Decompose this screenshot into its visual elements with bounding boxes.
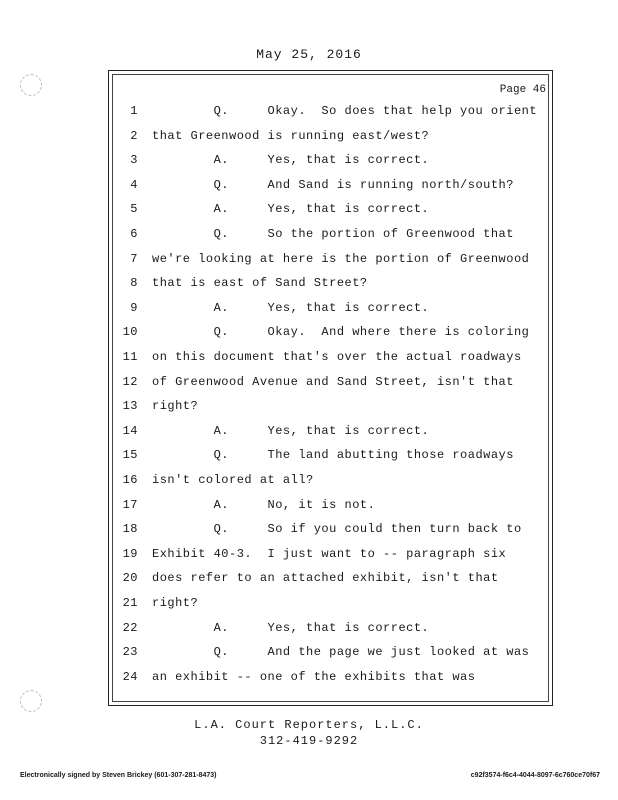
transcript-line (0, 129, 618, 151)
line-number: 24 (122, 669, 138, 684)
line-number: 1 (130, 104, 138, 118)
line-number: 19 (122, 546, 138, 561)
transcript-line (0, 325, 618, 347)
line-text: Q. The land abutting those roadways (152, 448, 514, 463)
transcript-line (0, 104, 618, 126)
transcript-line (0, 522, 618, 544)
line-number: 18 (122, 522, 138, 537)
line-text: does refer to an attached exhibit, isn't that (152, 571, 499, 586)
line-text: we're looking at here is the portion of Greenwood (152, 251, 530, 266)
transcript-line (0, 202, 618, 224)
line-text: right? (152, 399, 199, 414)
transcript-line (0, 571, 618, 593)
line-number: 8 (130, 276, 138, 291)
line-number: 13 (122, 399, 138, 414)
line-text: Q. So if you could then turn back to (152, 522, 522, 537)
punch-hole-bottom-icon (20, 690, 42, 712)
line-text: Q. Okay. And where there is coloring (152, 325, 530, 340)
line-number: 20 (122, 571, 138, 586)
transcript-line (0, 547, 618, 569)
transcript-line (0, 227, 618, 249)
transcript-line (0, 473, 618, 495)
line-text: that is east of Sand Street? (152, 276, 368, 291)
line-number: 15 (122, 448, 138, 463)
line-text: that Greenwood is running east/west? (152, 128, 430, 143)
line-text: A. No, it is not. (152, 497, 376, 512)
line-text: Q. And the page we just looked at was (152, 645, 530, 660)
line-number: 10 (122, 325, 138, 340)
line-text: on this document that's over the actual roadways (152, 350, 522, 364)
footer-phone: 312-419-9292 (259, 734, 359, 748)
line-text: A. Yes, that is correct. (152, 153, 430, 168)
line-text: isn't colored at all? (152, 473, 314, 487)
transcript-line (0, 645, 618, 667)
transcript-line (0, 424, 618, 446)
line-number: 4 (130, 177, 138, 192)
line-number: 17 (122, 497, 138, 512)
transcript-line (0, 399, 618, 421)
transcript-line (0, 153, 618, 175)
line-number: 11 (122, 350, 138, 364)
line-number: 23 (122, 645, 138, 660)
transcript-line (0, 375, 618, 397)
transcript-line (0, 301, 618, 323)
line-number: 22 (122, 620, 138, 635)
line-number: 21 (122, 596, 138, 610)
transcript-line (0, 276, 618, 298)
line-number: 2 (130, 128, 138, 143)
line-number: 9 (130, 300, 138, 315)
transcript-line (0, 670, 618, 692)
header-date: May 25, 2016 (256, 47, 362, 62)
line-number: 16 (122, 473, 138, 487)
line-number: 5 (130, 202, 138, 217)
line-text: Q. Okay. So does that help you orient (152, 104, 538, 118)
line-number: 6 (130, 227, 138, 241)
line-text: of Greenwood Avenue and Sand Street, isn't that (152, 374, 514, 389)
footer-company: L.A. Court Reporters, L.L.C. (194, 718, 424, 732)
transcript-line (0, 621, 618, 643)
signature-left: Electronically signed by Steven Brickey (601-307-281-8473) (20, 772, 217, 779)
transcript-line (0, 448, 618, 470)
transcript-line (0, 498, 618, 520)
signature-right: c92f3574-f6c4-4044-8097-6c760ce70f67 (470, 772, 600, 779)
line-number: 12 (122, 374, 138, 389)
line-text: Q. And Sand is running north/south? (152, 177, 514, 192)
punch-hole-top-icon (20, 74, 42, 96)
line-text: A. Yes, that is correct. (152, 620, 430, 635)
page-number: Page 46 (499, 84, 546, 96)
line-text: A. Yes, that is correct. (152, 423, 430, 438)
transcript-line (0, 596, 618, 618)
line-text: an exhibit -- one of the exhibits that was (152, 669, 476, 684)
transcript-line (0, 350, 618, 372)
line-text: A. Yes, that is correct. (152, 202, 430, 217)
transcript-line (0, 252, 618, 274)
line-number: 3 (130, 153, 138, 168)
line-text: A. Yes, that is correct. (152, 300, 430, 315)
line-number: 7 (130, 251, 138, 266)
line-number: 14 (122, 423, 138, 438)
line-text: Q. So the portion of Greenwood that (152, 227, 514, 241)
line-text: Exhibit 40-3. I just want to -- paragraph six (152, 546, 507, 561)
transcript-line (0, 178, 618, 200)
line-text: right? (152, 596, 199, 610)
